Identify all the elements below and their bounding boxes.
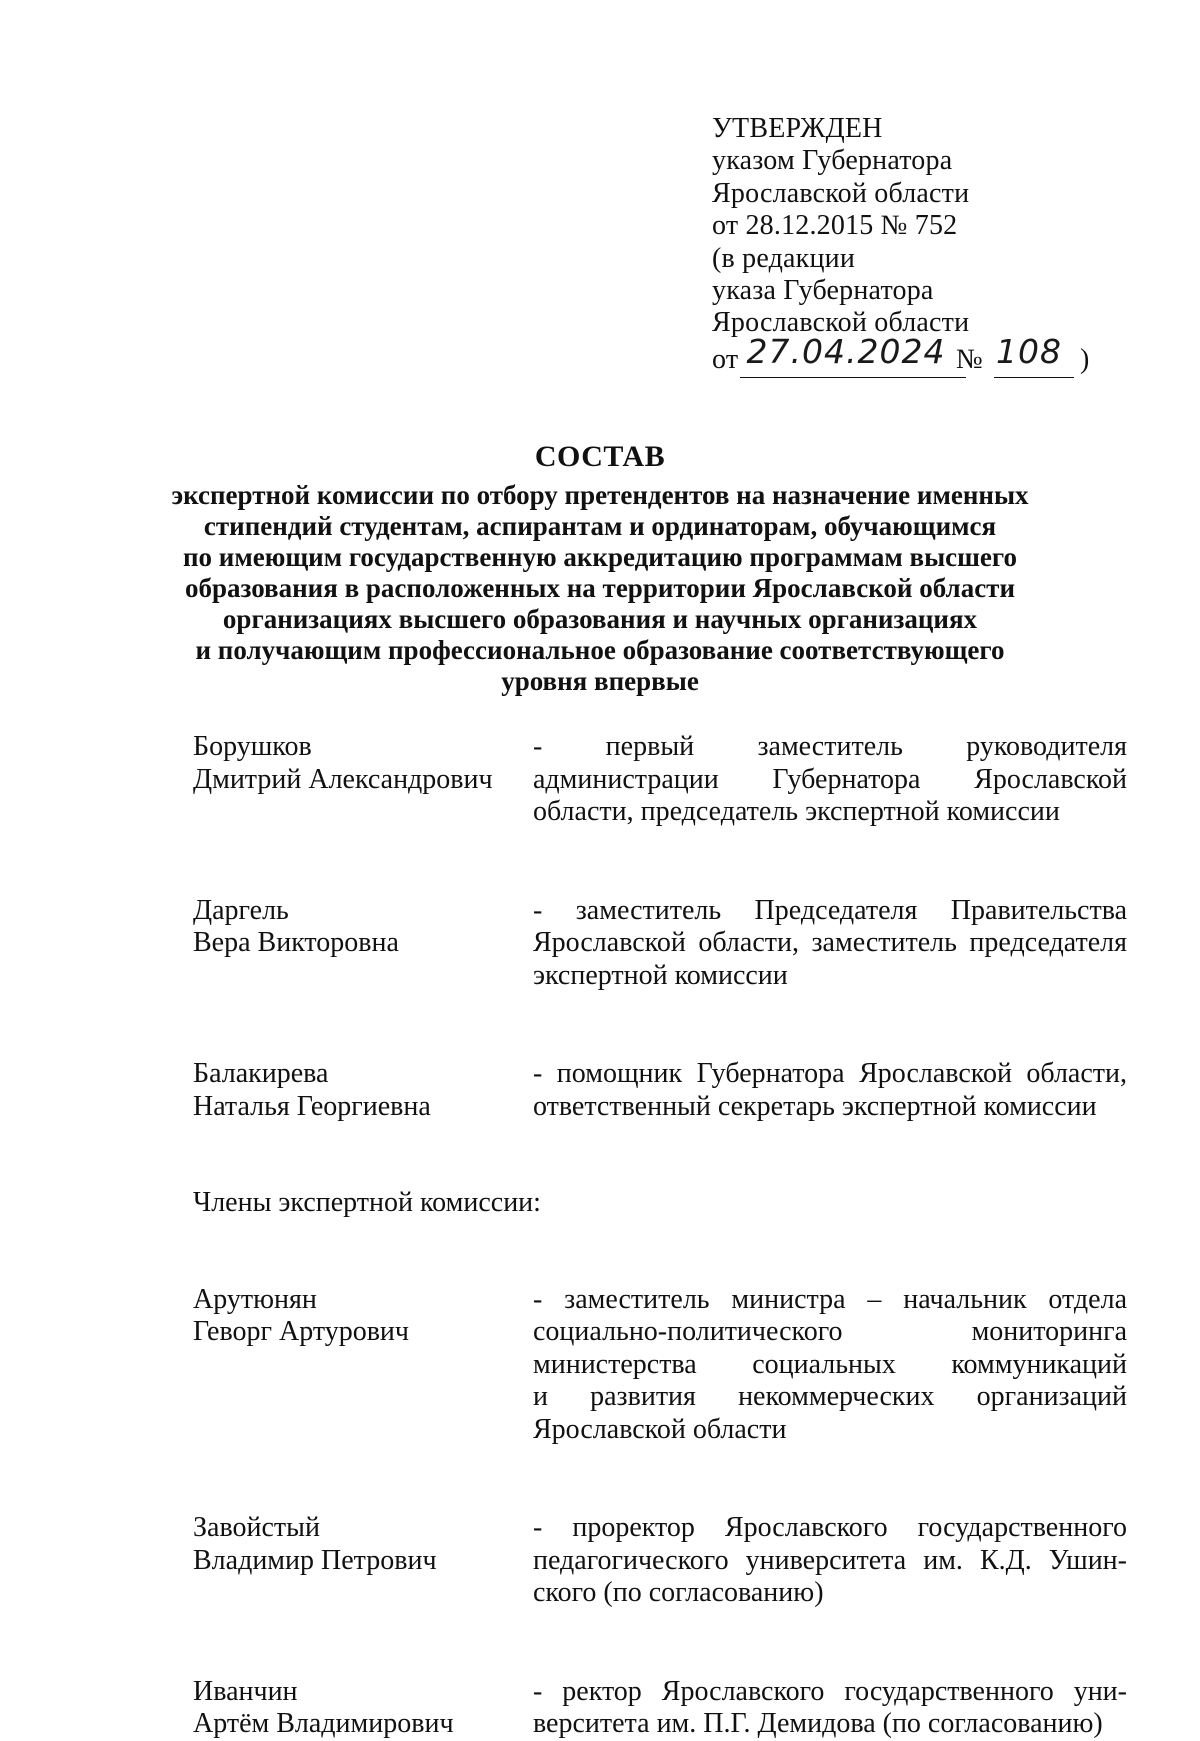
- closing-paren: ): [1080, 343, 1090, 375]
- member-name: [193, 1676, 533, 1741]
- member-role: [533, 731, 1127, 829]
- approval-line: УТВЕРЖДЕН: [712, 113, 883, 144]
- member-surname: Иванчин: [193, 1675, 298, 1707]
- member-entry: [193, 1058, 1127, 1123]
- role-line: - ректор Ярославского государственного уни-: [533, 1675, 1127, 1707]
- role-line: - первый заместитель руководителя: [533, 731, 1127, 762]
- role-line: ответственный секретарь экспертной комиссии: [533, 1090, 1097, 1122]
- handwritten-number: 108: [996, 331, 1062, 371]
- member-surname: Даргель: [193, 894, 289, 926]
- role-line: социально-политического мониторинга: [533, 1316, 1127, 1347]
- role-line: администрации Губернатора Ярославской: [533, 763, 1127, 795]
- member-entry: [193, 731, 1127, 829]
- member-role: [533, 1284, 1127, 1447]
- number-underline: [994, 377, 1074, 379]
- member-given-names: Геворг Артурович: [193, 1316, 410, 1347]
- date-underline: [740, 377, 966, 379]
- member-surname: Балакирева: [193, 1058, 329, 1089]
- approval-block: [712, 113, 1090, 380]
- role-line: верситета им. П.Г. Демидова (по согласованию): [533, 1708, 1103, 1739]
- role-line: - проректор Ярославского государственного: [533, 1512, 1127, 1543]
- member-surname: Борушков: [193, 731, 312, 762]
- commission-members-list: [193, 731, 1127, 1741]
- member-role: [533, 1512, 1127, 1610]
- subtitle-line: по имеющим государственную аккредитацию программам высшего: [182, 542, 1018, 572]
- subtitle-line: организациях высшего образования и научных организациях: [222, 604, 978, 634]
- approval-line: Ярославской области: [712, 307, 970, 339]
- role-line: - помощник Губернатора Ярославской области,: [533, 1058, 1127, 1089]
- member-name: [193, 1512, 533, 1577]
- role-line: Ярославской области, заместитель председателя: [533, 927, 1127, 958]
- date-prefix: от: [712, 343, 739, 375]
- member-given-names: Владимир Петрович: [193, 1544, 437, 1576]
- member-name: [193, 731, 533, 796]
- approval-line: Ярославской области: [712, 177, 970, 209]
- approval-date-number-line: [712, 331, 1090, 380]
- approval-line: указом Губернатора: [712, 145, 953, 177]
- member-given-names: Дмитрий Александрович: [193, 763, 493, 795]
- member-role: [533, 1058, 1127, 1123]
- member-role: [533, 895, 1127, 993]
- role-line: ского (по согласованию): [533, 1577, 824, 1608]
- member-given-names: Вера Викторовна: [193, 927, 399, 958]
- document-title-block: [150, 440, 1050, 697]
- subtitle-line: образования в расположенных на территории Ярославской области: [185, 573, 1015, 603]
- member-entry: [193, 1676, 1127, 1741]
- role-line: области, председатель экспертной комиссии: [533, 796, 1060, 827]
- role-line: и развития некоммерческих организаций: [533, 1381, 1127, 1412]
- role-line: Ярославской области: [533, 1413, 787, 1445]
- member-entry: [193, 895, 1127, 993]
- role-line: экспертной комиссии: [533, 959, 788, 991]
- document-title: СОСТАВ: [534, 440, 666, 473]
- role-line: - заместитель министра – начальник отдела: [533, 1283, 1127, 1315]
- subtitle-line: стипендий студентам, аспирантам и ординаторам, обучающимся: [203, 511, 997, 541]
- member-name: [193, 1284, 533, 1349]
- members-section-label: Члены экспертной комиссии:: [193, 1187, 541, 1218]
- number-sign: №: [956, 343, 983, 375]
- subtitle-line: экспертной комиссии по отбору претендентов на назначение именных: [171, 480, 1029, 510]
- subtitle-line: уровня впервые: [501, 666, 699, 696]
- member-entry: [193, 1284, 1127, 1447]
- member-name: [193, 895, 533, 960]
- approval-line: (в редакции: [712, 242, 856, 274]
- role-line: министерства социальных коммуникаций: [533, 1348, 1127, 1380]
- member-role: [533, 1676, 1127, 1741]
- document-subtitle: [150, 480, 1050, 697]
- member-surname: Арутюнян: [193, 1283, 317, 1315]
- handwritten-date: 27.04.2024: [746, 331, 946, 371]
- approval-line: указа Губернатора: [712, 275, 934, 307]
- role-line: - заместитель Председателя Правительства: [533, 894, 1127, 926]
- subtitle-line: и получающим профессиональное образование соответствующего: [195, 635, 1005, 665]
- member-surname: Завойстый: [193, 1512, 320, 1543]
- member-given-names: Артём Владимирович: [193, 1708, 454, 1739]
- member-name: [193, 1058, 533, 1123]
- member-entry: [193, 1512, 1127, 1610]
- approval-line: от 28.12.2015 № 752: [712, 210, 958, 242]
- member-given-names: Наталья Георгиевна: [193, 1090, 431, 1122]
- role-line: педагогического университета им. К.Д. Ушин-: [533, 1544, 1127, 1576]
